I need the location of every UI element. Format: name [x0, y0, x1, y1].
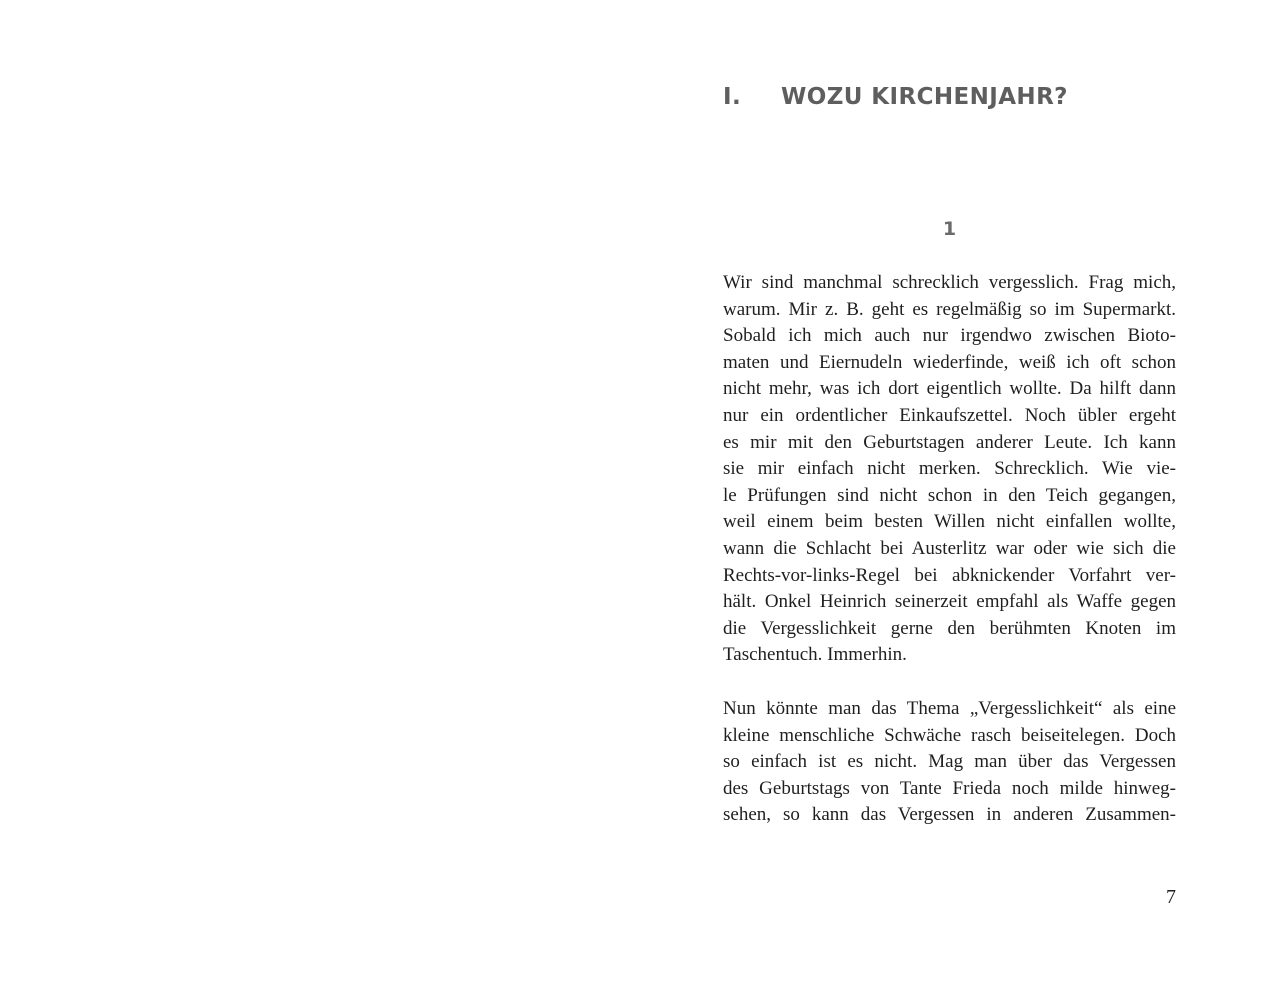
page-number: 7	[1166, 886, 1176, 908]
section-number: 1	[942, 218, 957, 240]
text-line: maten und Eiernudeln wiederfinde, weiß ich oft schon	[723, 351, 1176, 373]
text-line: des Geburtstags von Tante Frieda noch milde hinweg-	[723, 777, 1176, 799]
chapter-number: I.	[723, 84, 742, 110]
text-line: es mir mit den Geburtstagen anderer Leute. Ich kann	[723, 431, 1176, 453]
text-line: die Vergesslichkeit gerne den berühmten Knoten im	[723, 617, 1176, 639]
text-line: weil einem beim besten Willen nicht einfallen wollte,	[723, 511, 1176, 533]
text-line: so einfach ist es nicht. Mag man über das Vergessen	[723, 751, 1176, 773]
chapter-heading	[723, 80, 1068, 114]
paragraph-2	[723, 696, 1176, 829]
chapter-title: WOZU KIRCHENJAHR?	[781, 84, 1068, 110]
text-line: Sobald ich mich auch nur irgendwo zwischen Bioto-	[723, 325, 1176, 347]
paragraph-1	[723, 270, 1176, 669]
text-line: nur ein ordentlicher Einkaufszettel. Noch übler ergeht	[723, 404, 1176, 426]
text-line: le Prüfungen sind nicht schon in den Teich gegangen,	[723, 484, 1176, 506]
text-line: Nun könnte man das Thema „Vergesslichkeit“ als eine	[723, 698, 1176, 719]
text-line: kleine menschliche Schwäche rasch beiseitelegen. Doch	[723, 724, 1176, 746]
text-line: Rechts-vor-links-Regel bei abknickender Vorfahrt ver-	[723, 564, 1176, 586]
text-line: sehen, so kann das Vergessen in anderen Zusammen-	[723, 804, 1176, 826]
text-line: hält. Onkel Heinrich seinerzeit empfahl als Waffe gegen	[723, 591, 1176, 613]
text-line: nicht mehr, was ich dort eigentlich wollte. Da hilft dann	[723, 378, 1176, 400]
text-line: warum. Mir z. B. geht es regelmäßig so im Supermarkt.	[723, 298, 1176, 320]
text-line: Wir sind manchmal schrecklich vergesslich. Frag mich,	[723, 272, 1176, 293]
text-line: wann die Schlacht bei Austerlitz war oder wie sich die	[723, 537, 1176, 559]
text-line: sie mir einfach nicht merken. Schrecklich. Wie vie-	[723, 458, 1176, 480]
text-line: Taschentuch. Immerhin.	[723, 644, 907, 666]
